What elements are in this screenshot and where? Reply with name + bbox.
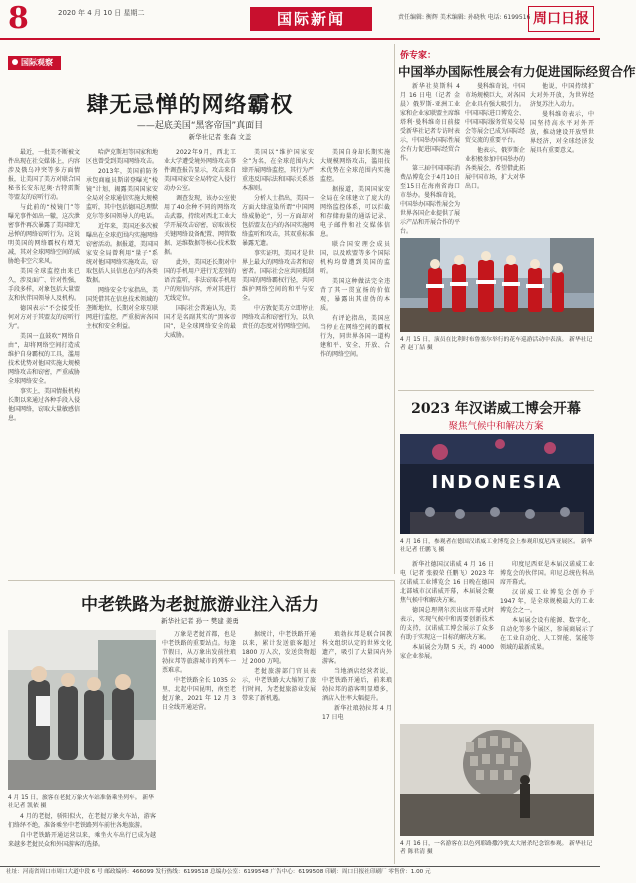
paragraph: 与此前的“棱镜门”等曝光事件如出一辙，这次泄密事件再次暴露了美国肆无忌惮的网络窃听行为。这说明美国的网络霸权有增无减，其对全球网络空间的威胁绝非空穴来风。	[8, 204, 81, 265]
rail-article-column	[322, 630, 392, 862]
paragraph: 最近，一批美不断被文件出现在社交媒体上，内容涉及俄乌冲突等多方面情报，让美国了美方对联合国秘书长安东尼奥·古特雷斯等盟友的窃听行动。	[8, 149, 81, 201]
column-divider	[394, 580, 395, 864]
paragraph: 他说，中国持续扩大对外开放，为世界经济复苏注入动力。	[530, 83, 594, 108]
paragraph: 美国一直鼓吹“网络自由”，却将网络空间打造成维护自身霸权的工具，滥用技术优势对他国实施大规模网络攻击和窃密，严重威胁全球网络安全。	[8, 333, 81, 385]
paragraph: 曼科维奇表示，中国坚持高水平对外开放，推动建设开放型世界经济，对全球经济发展具有重要意义。	[530, 111, 594, 154]
main-article-column	[8, 148, 80, 572]
parade-photo-caption	[400, 336, 594, 352]
photo-credit: 新华社记者 任鹏飞 摄	[400, 539, 593, 553]
paragraph: 美国自身却长期实施大规模网络攻击，滥用技术优势在全球范围内实施监控。	[320, 149, 390, 183]
paragraph: 新华社莫斯科 4 月 16 日电（记者 金晨）俄罗斯-亚洲工业家和企业家联盟主席维塔利·曼科维奇日前接受新华社记者专访时表示，中国举办国际性展会有力促进国际经贸合作。	[400, 83, 461, 162]
parade-photo	[400, 238, 594, 332]
memorial-photo	[400, 724, 594, 836]
caption-text: 4 月 16 日，参观者在德国汉诺威工业博览会上参观印度尼西亚展区。	[400, 539, 579, 545]
paragraph: 调查发现，该办公室使用了40余种不同的网络攻击武器，持续对西北工业大学开展攻击窃密，窃取该校关键网络设备配置、网管数据、运维数据等核心技术数据。	[164, 195, 237, 256]
paragraph: 中老铁路全长 1035 公里，北起中国昆明，南至老挝万象，2021 年 12 月 3 日全线开通运营。	[162, 677, 236, 711]
paragraph: 网络安全专家指出，美国凭借其在信息技术领域的垄断地位，长期对全球互联网进行监控，严重损害各国主权和安全利益。	[86, 287, 159, 330]
paragraph: 老挝旅游部门官员表示，中老铁路大大缩短了旅行时间，为老挝旅游业发展带来了新机遇。	[242, 668, 316, 702]
caption-text: 4 月 15 日，演员在比利时布鲁塞尔举行的花车巡游活动中表演。	[400, 337, 568, 343]
issue-date: 2020 年 4 月 10 日 星期二	[58, 9, 145, 17]
paragraph: 联合国安理会成员国，以及欧盟等多个国际机构均曾遭到美国的监听。	[320, 241, 390, 275]
paragraph: 哈萨克斯坦等国家和地区也曾受到美国网络攻击。	[86, 149, 159, 165]
section-divider	[8, 580, 394, 581]
paragraph: 第三届中国国际消费品博览会于4月10日至15日在海南省海口市举办。曼科维奇说，中国举办国际性展会为世界各国企业提供了展示产品和开展合作的平台。	[400, 165, 461, 235]
paragraph: 本届展会设有能源、数字化、自动化等多个展区，参展商展示了在工业自动化、人工智能、氢能等领域的最新成果。	[500, 617, 594, 651]
station-photo	[8, 630, 156, 790]
section-tag-label: 国际观察	[21, 58, 53, 67]
paragraph: 德国表示“不会接受任何对方对于其盟友的窃听行为”。	[8, 305, 81, 330]
main-article-column	[86, 148, 158, 572]
paragraph: 德国总理朔尔茨出席开幕式时表示，实现气候中和需要创新技术的支持，汉诺威工博会展示了众多有助于实现这一目标的解决方案。	[400, 607, 494, 641]
main-subheadline: ——起底美国“黑客帝国”真面目	[136, 121, 264, 131]
hannover-subheadline: 聚焦气候中和解决方案	[448, 421, 544, 432]
rail-byline: 新华社记者 孙一 樊建 姜勇	[161, 617, 239, 625]
paragraph: 琅勃拉邦是联合国教科文组织认定的世界文化遗产，吸引了大量国内外游客。	[322, 631, 392, 665]
caption-text: 4 月 15 日，旅客在老挝万象火车站准备乘坐列车。	[8, 795, 141, 801]
hannover-article-column	[400, 560, 494, 720]
paragraph: 据统计，中老铁路开通以来，累计发送旅客超过 1800 万人次，发送货物超过 2000 万吨。	[242, 631, 316, 665]
paragraph: 当地酒店经营者说，中老铁路开通后，前来琅勃拉邦的游客明显增多，酒店入住率大幅提升。	[322, 668, 392, 702]
paragraph: 美国以“维护国家安全”为名，在全球范围内大肆开展网络监控，其行为严重违反国际法和国际关系基本准则。	[242, 149, 315, 192]
rail-headline: 中老铁路为老挝旅游业注入活力	[81, 595, 319, 615]
footer-info: 社址：河南省周口市周口大道中段 6 号 邮政编码：466099 发行热线：6199518 总编办公室：6199548 广告中心：6199508 印刷：周口日报社印刷厂 零售价：1.00 元	[0, 866, 600, 883]
paragraph: 美国全球监控由来已久，涉及面广、针对性强，手段多样，对象包括大量盟友和伙伴国领导人及机构。	[8, 268, 81, 302]
indonesia-sign: INDONESIA	[431, 472, 563, 493]
main-article-column	[320, 148, 390, 572]
paragraph: 新华社琅勃拉邦 4 月 17 日电	[322, 705, 392, 721]
expo-article-column	[465, 82, 525, 234]
article-kicker: 侨专家：	[400, 51, 437, 61]
main-article-column	[164, 148, 236, 572]
newspaper-logo: 周口日报	[528, 6, 594, 32]
memorial-photo-image	[400, 724, 594, 836]
memorial-photo-caption	[400, 840, 594, 856]
hannover-headline: 2023 年汉诺威工博会开幕	[411, 401, 581, 417]
column-divider	[394, 44, 395, 574]
main-headline: 肆无忌惮的网络霸权	[86, 92, 294, 118]
section-tag	[8, 56, 61, 70]
caption-text: 4 月 16 日，一名游客在以色列耶路撒冷犹太大屠杀纪念馆参观。	[400, 841, 568, 847]
paragraph: 自中老铁路开通运营以来，乘坐火车出行已成为越来越多老挝民众和外国游客的选择。	[8, 832, 156, 848]
rail-article-column	[242, 630, 316, 862]
paragraph: 曼科维奇说，中国市场规模巨大，对各国企业具有强大吸引力。中国国际进口博览会、中国国际服务贸易交易会等展会已成为国际经贸交流的重要平台。	[465, 83, 526, 144]
photo-credit: 新华社记者 赵丁喆 摄	[400, 337, 593, 351]
paragraph: 美国这种做法完全违背了其一贯宣扬的价值观，暴露出其虚伪的本质。	[320, 278, 390, 312]
expo-article-column	[530, 82, 594, 234]
masthead	[0, 0, 600, 40]
paragraph: 印度尼西亚是本届汉诺威工业博览会的伙伴国。印尼总统佐科出席开幕式。	[500, 561, 594, 586]
hannover-photo	[400, 434, 594, 534]
paragraph: 2013年，美国前防务承包商雇员斯诺登曝光“棱镜”计划，揭露美国国家安全局对全球通信实施大规模监听，其中包括德国总理默克尔等多国领导人的电话。	[86, 168, 159, 220]
paragraph: 事实证明，美国才是世界上最大的网络攻击者和窃密者。国际社会应共同抵制美国的网络霸权行径，共同维护网络空间的和平与安全。	[242, 250, 315, 302]
paragraph: 有评论指出，美国应当停止在网络空间的霸权行为，同世界各国一道构建和平、安全、开放、合作的网络空间。	[320, 315, 390, 358]
paragraph: 汉诺威工业博览会创办于 1947 年，是全球规模最大的工业博览会之一。	[500, 589, 594, 614]
parade-photo-image	[400, 238, 594, 332]
bullet-icon	[12, 59, 18, 65]
paragraph: 此外，美国还长期对中国的手机用户进行无差别的语音监听，非法窃取手机用户的短信内容，并对其进行无线定位。	[164, 259, 237, 302]
paragraph: 中方敦促美方立即停止网络攻击和窃密行为，以负责任的态度对待网络空间。	[242, 305, 315, 330]
hannover-article-column	[500, 560, 594, 720]
main-article-column	[242, 148, 314, 572]
paragraph: 近年来，美国还多次被曝出在全球范围内实施网络窃密活动。据报道，美国国家安全局曾利用“量子”系统对他国网络实施攻击，窃取包括人员信息在内的各类数据。	[86, 223, 159, 284]
editor-credits: 责任编辑: 衡辉 美术编辑: 孙晓秋 电话: 6199516	[398, 14, 531, 21]
paragraph: 据报道，美国国家安全局在全球建立了庞大的网络监控体系，可以拦截和存储海量的通话记录、电子邮件和社交媒体信息。	[320, 186, 390, 238]
paragraph: 新华社德国汉诺威 4 月 16 日电（记者 张毅荣 任鹏飞）2023 年汉诺威工业博览会 16 日晚在德国北部城市汉诺威开幕，本届展会聚焦气候中和解决方案。	[400, 561, 494, 604]
rail-article-column	[162, 630, 236, 862]
section-divider	[398, 390, 594, 391]
rail-article-column	[8, 812, 156, 862]
photo-credit: 新华社记者 陈君清 摄	[400, 841, 593, 855]
paragraph: 4 月的老挝，骄阳似火，在老挝万象火车站，游客们络绎不绝，准备乘坐中老铁路列车前往各地旅游。	[8, 813, 156, 829]
paragraph: 国际社会普遍认为，美国才是名副其实的“黑客帝国”，是全球网络安全的最大威胁。	[164, 305, 237, 339]
section-title: 国际新闻	[250, 7, 372, 31]
paragraph: 分析人士指出，美国一方面大肆渲染所谓“中国网络威胁论”，另一方面却对包括盟友在内的各国实施网络监听和攻击，其双重标准暴露无遗。	[242, 195, 315, 247]
photo-credit: 新华社记者 凯依 摄	[8, 795, 154, 809]
station-photo-image	[8, 630, 156, 790]
paragraph: 事实上，美国情报机构长期以来通过各种手段入侵他国网络，窃取大量敏感信息。	[8, 388, 81, 422]
page-number: 8	[8, 1, 29, 36]
hannover-photo-caption	[400, 538, 594, 554]
paragraph: 他表示，俄罗斯企业积极参加中国举办的各类展会，希望借此拓展中国市场，扩大对华出口。	[465, 147, 526, 190]
expo-article-column	[400, 82, 460, 234]
paragraph: 万象是老挝首都，也是中老铁路的重要站点。每逢节假日，从万象出发前往琅勃拉邦等旅游城市的列车一票难求。	[162, 631, 236, 674]
station-photo-caption	[8, 794, 156, 810]
expo-headline: 中国举办国际性展会有力促进国际经贸合作	[398, 64, 636, 79]
paragraph: 2022年9月，西北工业大学遭受境外网络攻击事件调查报告显示，攻击来自美国国家安全局特定入侵行动办公室。	[164, 149, 237, 192]
paragraph: 本届展会为期 5 天，约 4000 家企业参展。	[400, 644, 494, 660]
main-byline: 新华社记者 张森 文盖	[188, 133, 252, 141]
